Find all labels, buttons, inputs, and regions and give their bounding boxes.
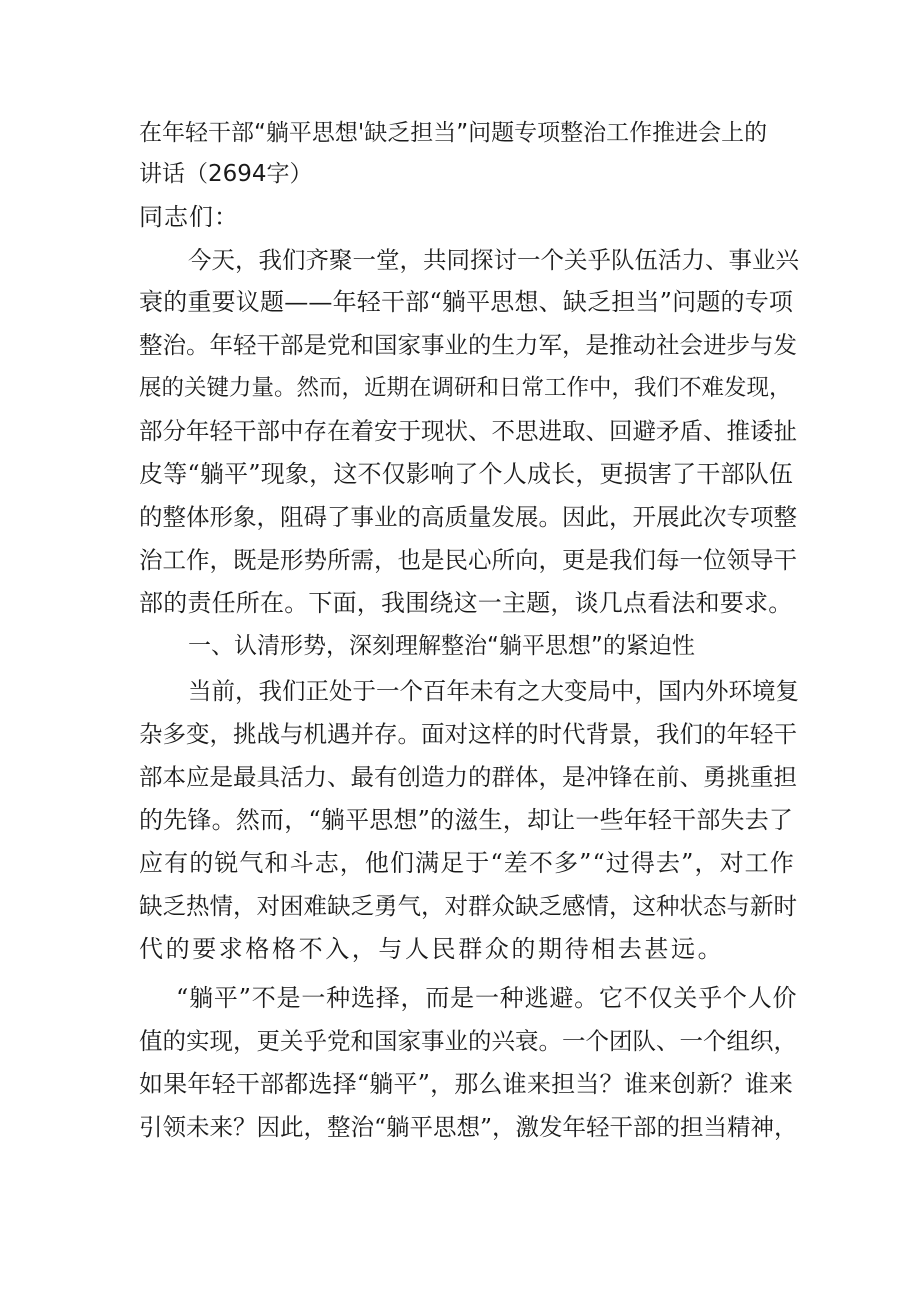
document-title-line-2: 讲话（2694字） [139,161,313,187]
intro-line-1: 今天，我们齐聚一堂，共同探讨一个关乎队伍活力、事业兴 [188,246,799,274]
section-1-para-2-line-4: 引领未来？因此，整治“躺平思想”，激发年轻干部的担当精神， [139,1113,798,1141]
document-title-line-1: 在年轻干部“躺平思想'缺乏担当”问题专项整治工作推进会上的 [139,120,768,146]
section-1-para-2-line-2: 值的实现，更关乎党和国家事业的兴衰。一个团队、一个组织， [139,1027,797,1055]
intro-line-6: 皮等“躺平”现象，这不仅影响了个人成长，更损害了干部队伍 [139,460,794,488]
section-1-para-1-line-6: 缺乏热情，对困难缺乏勇气，对群众缺乏感情，这种状态与新时 [139,892,797,920]
intro-line-2: 衰的重要议题——年轻干部“躺平思想、缺乏担当”问题的专项 [139,288,794,316]
intro-line-4: 展的关键力量。然而，近期在调研和日常工作中，我们不难发现， [139,375,792,401]
salutation: 同志们： [139,203,239,231]
section-1-heading: 一、认清形势，深刻理解整治“躺平思想”的紧迫性 [188,633,695,659]
section-1-para-1-line-7: 代的要求格格不入，与人民群众的期待相去甚远。 [139,935,725,963]
section-1-para-2-line-3: 如果年轻干部都选择“躺平”，那么谁来担当？谁来创新？谁来 [139,1070,794,1098]
section-1-para-1-line-5: 应有的锐气和斗志，他们满足于“差不多”“过得去”，对工作 [139,849,795,877]
intro-line-5: 部分年轻干部中存在着安于现状、不思进取、回避矛盾、推诿扯 [139,417,797,445]
section-1-para-1-line-2: 杂多变，挑战与机遇并存。面对这样的时代背景，我们的年轻干 [139,720,797,748]
intro-line-9: 部的责任所在。下面，我围绕这一主题，谈几点看法和要求。 [139,589,793,617]
intro-line-7: 的整体形象，阻碍了事业的高质量发展。因此，开展此次专项整 [139,503,797,531]
section-1-para-1-line-4: 的先锋。然而，“躺平思想”的滋生，却让一些年轻干部失去了 [139,806,794,834]
intro-line-3: 整治。年轻干部是党和国家事业的生力军，是推动社会进步与发 [139,331,797,359]
section-1-para-1-line-1: 当前，我们正处于一个百年未有之大变局中，国内外环境复 [188,677,799,705]
section-1-para-1-line-3: 部本应是最具活力、最有创造力的群体，是冲锋在前、勇挑重担 [139,763,797,791]
section-1-para-2-line-1: “躺平”不是一种选择，而是一种逃避。它不仅关乎个人价 [176,984,798,1012]
intro-line-8: 治工作，既是形势所需，也是民心所向，更是我们每一位领导干 [139,546,797,574]
